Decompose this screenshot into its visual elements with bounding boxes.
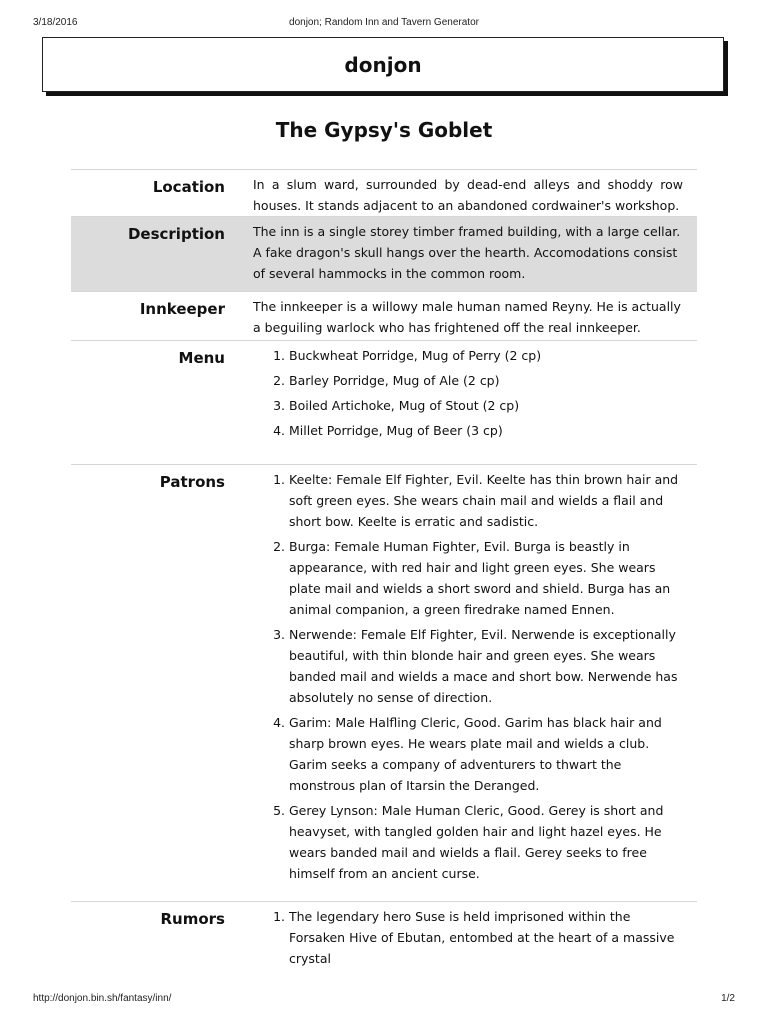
inn-details-table	[71, 169, 697, 981]
rumor-item: 1. The legendary hero Suse is held imprisoned within the Forsaken Hive of Ebutan, entombed at the heart of a massive crystal	[289, 906, 683, 969]
patron-item: 3. Nerwende: Female Elf Fighter, Evil. Nerwende is exceptionally beautiful, with thin blonde hair and green eyes. She wears banded mail and wields a mace and short bow. Nerwende has absolutely no sense of direction.	[289, 624, 683, 708]
row-patrons	[71, 464, 697, 901]
print-date: 3/18/2016	[33, 17, 78, 28]
inn-name-heading: The Gypsy's Goblet	[275, 118, 493, 142]
patron-item: 5. Gerey Lynson: Male Human Cleric, Good. Gerey is short and heavyset, with tangled golden hair and light hazel eyes. He wears banded mail and wields a flail. Gerey seeks to free himself from an ancient curse.	[289, 800, 683, 884]
menu-list-wrap	[225, 341, 697, 464]
menu-item: 1. Buckwheat Porridge, Mug of Perry (2 cp)	[289, 345, 683, 366]
patron-item: 1. Keelte: Female Elf Fighter, Evil. Keelte has thin brown hair and soft green eyes. She wears chain mail and wields a flail and short bow. Keelte is erratic and sadistic.	[289, 469, 683, 532]
patrons-list	[253, 469, 683, 884]
menu-item: 4. Millet Porridge, Mug of Beer (3 cp)	[289, 420, 683, 441]
innkeeper-label: Innkeeper	[139, 300, 225, 318]
location-text: In a slum ward, surrounded by dead-end alleys and shoddy row houses. It stands adjacent to an abandoned cordwainer's workshop.	[253, 177, 683, 213]
menu-item: 2. Barley Porridge, Mug of Ale (2 cp)	[289, 370, 683, 391]
patrons-list-wrap	[225, 465, 697, 901]
print-header	[0, 17, 768, 31]
patron-item: 4. Garim: Male Halfling Cleric, Good. Garim has black hair and sharp brown eyes. He wears plate mail and wields a club. Garim seeks a company of adventurers to thwart the monstrous plan of Itarsin the Deranged.	[289, 712, 683, 796]
row-innkeeper	[71, 291, 697, 340]
row-description	[71, 216, 697, 291]
patrons-label: Patrons	[159, 473, 225, 491]
description-text: The inn is a single storey timber framed building, with a large cellar. A fake dragon's skull hangs over the hearth. Accomodations consist of several hammocks in the common room.	[253, 224, 681, 281]
menu-label: Menu	[178, 349, 225, 367]
location-label: Location	[152, 178, 225, 196]
print-url[interactable]: http://donjon.bin.sh/fantasy/inn/	[33, 993, 172, 1004]
print-footer	[0, 993, 768, 1007]
patron-item: 2. Burga: Female Human Fighter, Evil. Burga is beastly in appearance, with red hair and light green eyes. She wears plate mail and wields a short sword and shield. Burga has an animal companion, a green firedrake named Ennen.	[289, 536, 683, 620]
row-rumors	[71, 901, 697, 981]
site-banner[interactable]	[42, 37, 724, 92]
menu-item: 3. Boiled Artichoke, Mug of Stout (2 cp)	[289, 395, 683, 416]
rumors-list	[253, 906, 683, 969]
row-menu	[71, 340, 697, 464]
rumors-list-wrap	[225, 902, 697, 981]
row-location	[71, 169, 697, 216]
description-label: Description	[127, 225, 225, 243]
menu-list	[253, 345, 683, 441]
innkeeper-text: The innkeeper is a willowy male human named Reyny. He is actually a beguiling warlock who has frightened off the real innkeeper.	[253, 299, 681, 335]
print-page-number: 1/2	[721, 993, 735, 1004]
rumors-label: Rumors	[160, 910, 225, 928]
site-title[interactable]: donjon	[344, 52, 422, 77]
print-page-title: donjon; Random Inn and Tavern Generator	[289, 17, 479, 28]
